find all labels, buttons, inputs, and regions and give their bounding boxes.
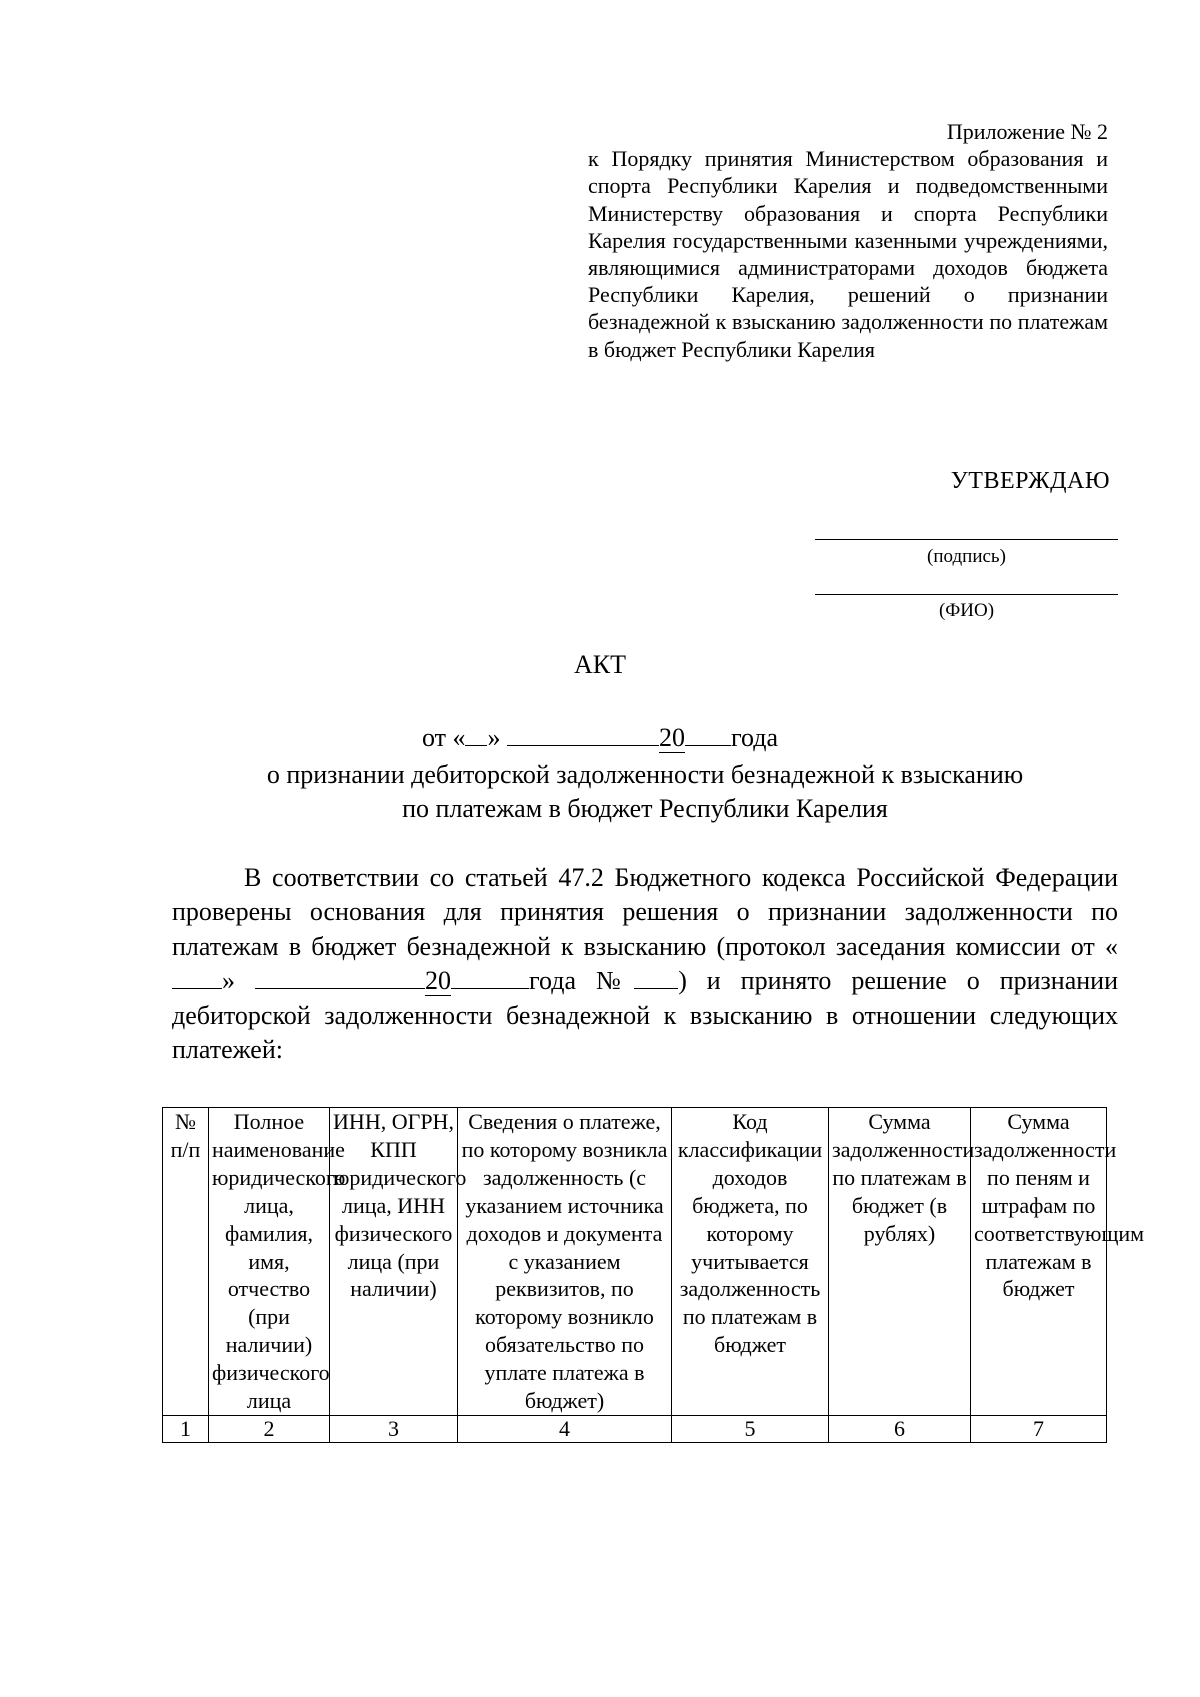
protocol-number-blank <box>634 964 678 989</box>
column-number-cell: 5 <box>672 1415 829 1442</box>
protocol-year-blank <box>451 964 529 989</box>
appendix-block <box>588 118 1108 363</box>
act-title: АКТ <box>574 650 626 679</box>
column-number-cell: 4 <box>458 1415 672 1442</box>
body-part4: года № <box>528 966 635 996</box>
month-blank <box>507 721 659 746</box>
protocol-month-blank <box>255 964 425 989</box>
column-number-cell: 1 <box>163 1415 209 1442</box>
body-part5: ) и принято решение о признании дебиторской задолженности безнадежной к взысканию в отношении следующих платежей: <box>172 966 1119 1065</box>
body-part2: » <box>222 966 235 996</box>
header-cell: Сведения о платеже, по которому возникла задолженность (с указанием источника доходов и документа с указанием реквизитов, по которому возникло обязательство по уплате платежа в бюджет) <box>458 1108 672 1416</box>
column-number-cell: 3 <box>330 1415 458 1442</box>
body-part1: В соответствии со статьей 47.2 Бюджетного кодекса Российской Федерации проверены основания для принятия решения о признании задолженности по платежам в бюджет безнадежной к взысканию (протокол заседания комиссии от « <box>172 863 1118 961</box>
signature-caption: (подпись) <box>927 546 1006 567</box>
header-cell: Код классификации доходов бюджета, по которому учитывается задолженность по платежам в бюджет <box>672 1108 829 1416</box>
body-paragraph <box>172 861 1118 1067</box>
body-part3: 20 <box>424 966 451 996</box>
appendix-number: Приложение № 2 <box>946 119 1108 144</box>
header-cell: Сумма задолженности по платежам в бюджет (в рублях) <box>829 1108 971 1416</box>
date-mid: » <box>487 723 501 752</box>
table-number-row <box>163 1415 1107 1442</box>
header-cell: ИНН, ОГРН, КПП юридического лица, ИНН физического лица (при наличии) <box>330 1108 458 1416</box>
protocol-day-blank <box>172 964 222 989</box>
act-date <box>0 721 1200 753</box>
appendix-text: к Порядку принятия Министерством образования и спорта Республики Карелия и подведомственными Министерству образования и спорта Республики Карелия государственными казенными учреждениями, являющимися администраторами доходов бюджета Республики Карелия, решений о признании безнадежной к взысканию задолженности по платежам в бюджет Республики Карелия <box>588 146 1108 362</box>
table-header-row <box>163 1108 1107 1416</box>
header-cell: Полное наименование юридического лица, фамилия, имя, отчество (при наличии) физического лица <box>209 1108 330 1416</box>
column-number-cell: 6 <box>829 1415 971 1442</box>
act-subtitle-line2: по платежам в бюджет Республики Карелия <box>402 794 888 824</box>
name-line <box>815 594 1118 595</box>
header-cell: Сумма задолженности по пеням и штрафам по соответствующим платежам в бюджет <box>971 1108 1107 1416</box>
header-cell: № п/п <box>163 1108 209 1416</box>
year-suffix: года <box>730 723 779 752</box>
debts-table <box>162 1107 1145 1443</box>
column-number-cell: 2 <box>209 1415 330 1442</box>
approval-label: УТВЕРЖДАЮ <box>950 468 1110 494</box>
year-prefix: 20 <box>658 723 685 752</box>
act-subtitle <box>170 758 1120 827</box>
name-caption: (ФИО) <box>938 600 995 621</box>
year-blank <box>685 721 731 746</box>
signature-line <box>815 539 1118 540</box>
act-subtitle-line1: о признании дебиторской задолженности безнадежной к взысканию <box>266 760 1024 789</box>
day-blank <box>465 721 487 746</box>
date-prefix: от « <box>421 723 466 752</box>
column-number-cell: 7 <box>971 1415 1107 1442</box>
